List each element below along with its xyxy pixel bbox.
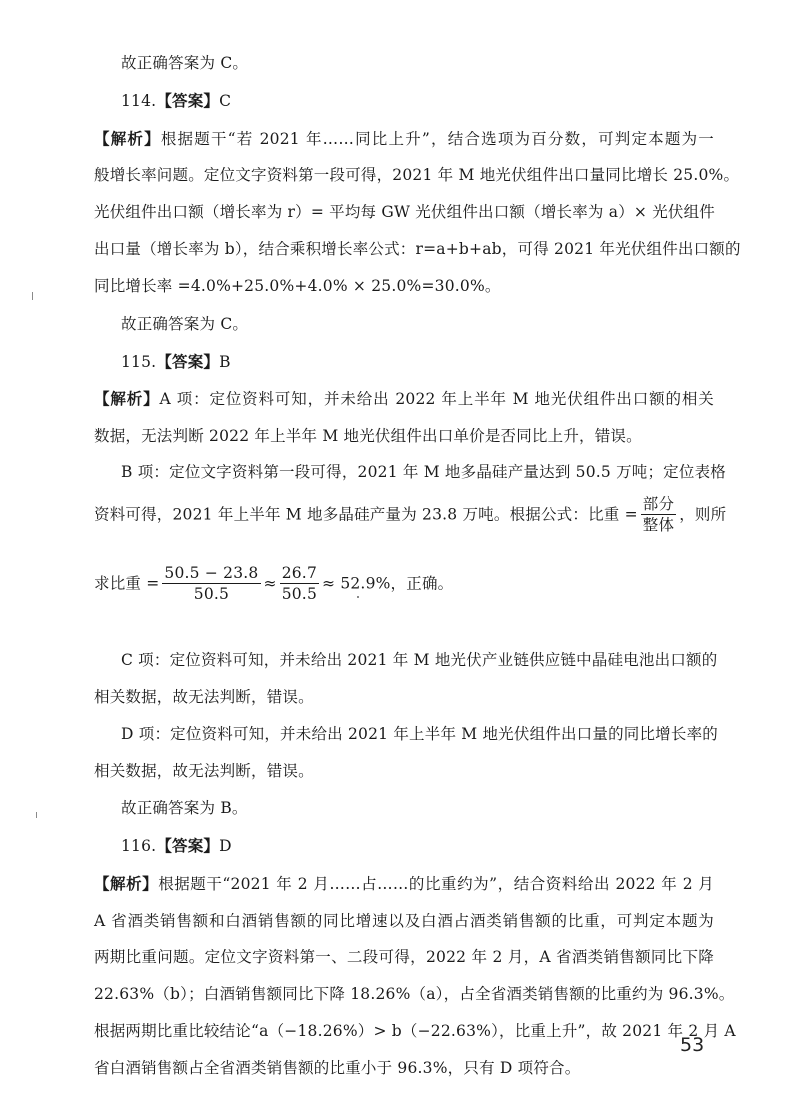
scan-mark: [36, 812, 37, 818]
fraction-part-whole: $\frac{\text{部分}}{\text{整体}}$: [642, 495, 675, 534]
text-line: 光伏组件出口额（增长率为 r）= 平均每 GW 光伏组件出口额（增长率为 a）× 光伏组件: [94, 203, 716, 221]
answer-tag: 【答案】: [156, 836, 220, 855]
text-line: 故正确答案为 C。: [121, 315, 249, 333]
analysis-tag: 【解析】: [94, 389, 160, 408]
answer-line-116: 116.【答案】D: [121, 836, 232, 855]
analysis-tag: 【解析】: [94, 874, 159, 893]
text-line: 【解析】根据题干“若 2021 年……同比上升”，结合选项为百分数，可判定本题为一: [94, 129, 714, 148]
text-line: 相关数据，故无法判断，错误。: [94, 688, 314, 706]
answer-tag: 【答案】: [156, 352, 220, 371]
formula-line: 资料可得，2021 年上半年 M 地多晶硅产量为 23.8 万吨。根据公式：比重 = $\frac{\text{部分}}{\text{整体}}$ ，则所: [94, 495, 727, 534]
page-number: 53: [680, 1034, 705, 1056]
text-line: 相关数据，故无法判断，错误。: [94, 762, 314, 780]
text-line: D 项：定位资料可知，并未给出 2021 年上半年 M 地光伏组件出口量的同比增长率的: [121, 725, 718, 743]
text-line: 出口量（增长率为 b），结合乘积增长率公式：r=a+b+ab，可得 2021 年光伏组件出口额的: [94, 240, 741, 258]
text-line: A 省酒类销售额和白酒销售额的同比增速以及白酒占酒类销售额的比重，可判定本题为: [94, 912, 714, 930]
analysis-tag: 【解析】: [94, 129, 161, 148]
text-line: 根据两期比重比较结论“a（−18.26%）> b（−22.63%），比重上升”，故 2021 年 2 月 A: [94, 1022, 736, 1040]
text-line: 省白酒销售额占全省酒类销售额的比重小于 96.3%，只有 D 项符合。: [94, 1059, 581, 1077]
scan-mark: [32, 292, 33, 300]
answer-line-114: 114.【答案】C: [121, 91, 232, 110]
text-line: 数据，无法判断 2022 年上半年 M 地光伏组件出口单价是否同比上升，错误。: [94, 427, 642, 445]
text-line: 两期比重问题。定位文字资料第一、二段可得，2022 年 2 月，A 省酒类销售额同比下降: [94, 948, 714, 966]
text-line: 故正确答案为 B。: [121, 799, 248, 817]
text-line: 同比增长率 =4.0%+25.0%+4.0% × 25.0%=30.0%。: [94, 277, 501, 295]
text-line: 【解析】根据题干“2021 年 2 月……占……的比重约为”，结合资料给出 2022 年 2 月: [94, 874, 714, 893]
answer-line-115: 115.【答案】B: [121, 352, 231, 371]
text-line: B 项：定位文字资料第一段可得，2021 年 M 地多晶硅产量达到 50.5 万吨；定位表格: [121, 463, 726, 481]
scan-mark: [357, 596, 359, 598]
text-line: C 项：定位资料可知，并未给出 2021 年 M 地光伏产业链供应链中晶硅电池出口额的: [121, 651, 718, 669]
text-line: 22.63%（b）；白酒销售额同比下降 18.26%（a），占全省酒类销售额的比重约为 96.3%。: [94, 985, 735, 1003]
fraction-2: $\frac{26.7}{50.5}$: [281, 564, 317, 603]
answer-tag: 【答案】: [156, 91, 220, 110]
fraction-1: $\frac{50.5 - 23.8}{50.5}$: [164, 564, 259, 603]
text-line: 般增长率问题。定位文字资料第一段可得，2021 年 M 地光伏组件出口量同比增长 25.0%。: [94, 166, 740, 184]
text-line: 【解析】A 项：定位资料可知，并未给出 2022 年上半年 M 地光伏组件出口额的相关: [94, 389, 714, 408]
formula-line: 求比重 = $\frac{50.5 - 23.8}{50.5}$ ≈ $\frac{26.7}{50.5}$ ≈ 52.9%，正确。: [94, 564, 454, 603]
text-line: 故正确答案为 C。: [121, 54, 249, 72]
